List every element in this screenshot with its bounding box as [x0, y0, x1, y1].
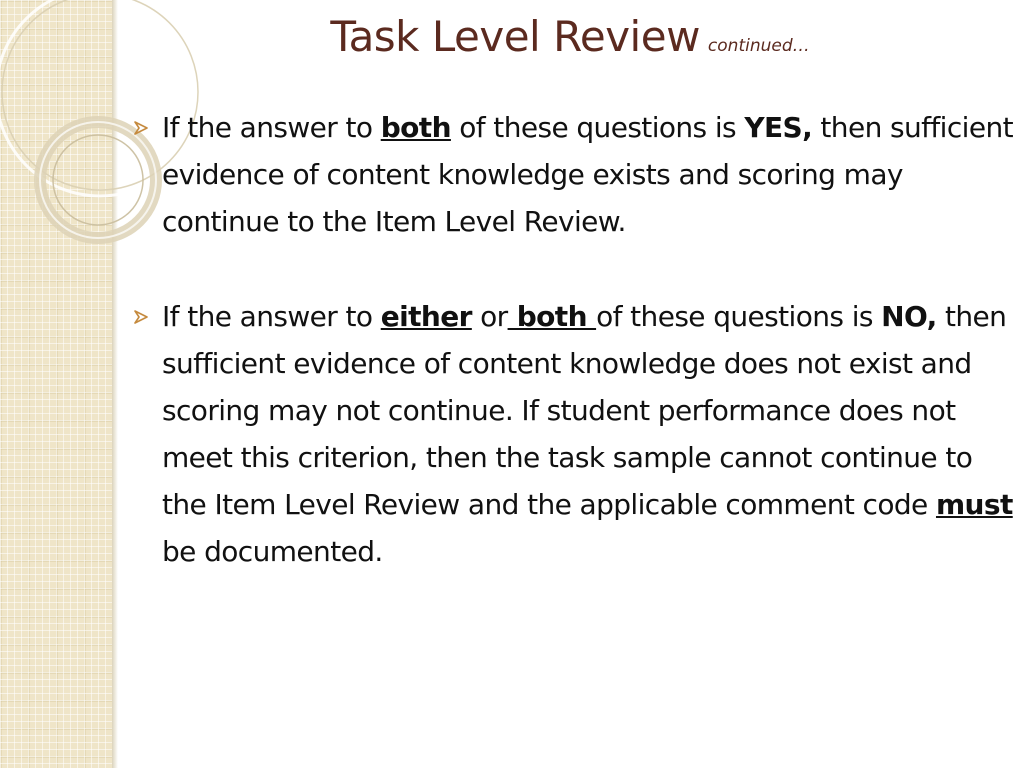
bullet-text: of these questions is — [450, 111, 745, 144]
emphasis-both: both — [507, 300, 597, 333]
arrow-bullet-icon — [134, 121, 148, 135]
bullet-text: If the answer to — [162, 111, 381, 144]
bullet-text: then sufficient evidence of content knowledge exists and scoring may continue to the Item Level Review. — [162, 111, 1013, 238]
bullet-text: If the answer to — [162, 300, 381, 333]
emphasis-either: either — [380, 300, 472, 333]
bullet-text: then sufficient evidence of content knowledge does not exist and scoring may not continue. If student performance does not meet this criterion, then the task sample cannot continue to the Item Level Review and the applicable comment code — [162, 300, 1007, 521]
title-continued-text: continued… — [707, 36, 810, 56]
arrow-bullet-icon — [134, 310, 148, 324]
bullet-text: of these questions is — [596, 300, 882, 333]
emphasis-both: both — [380, 111, 451, 144]
bullet-item-no — [130, 293, 1015, 575]
bullet-item-yes — [130, 104, 1015, 245]
emphasis-yes: YES, — [744, 111, 813, 144]
slide-title — [160, 12, 980, 61]
bullet-list — [130, 104, 1015, 575]
title-text: Task Level Review — [330, 12, 700, 61]
bullet-text: be documented. — [162, 535, 383, 568]
bullet-text: or — [471, 300, 508, 333]
emphasis-must: must — [935, 488, 1013, 521]
emphasis-no: NO, — [881, 300, 937, 333]
